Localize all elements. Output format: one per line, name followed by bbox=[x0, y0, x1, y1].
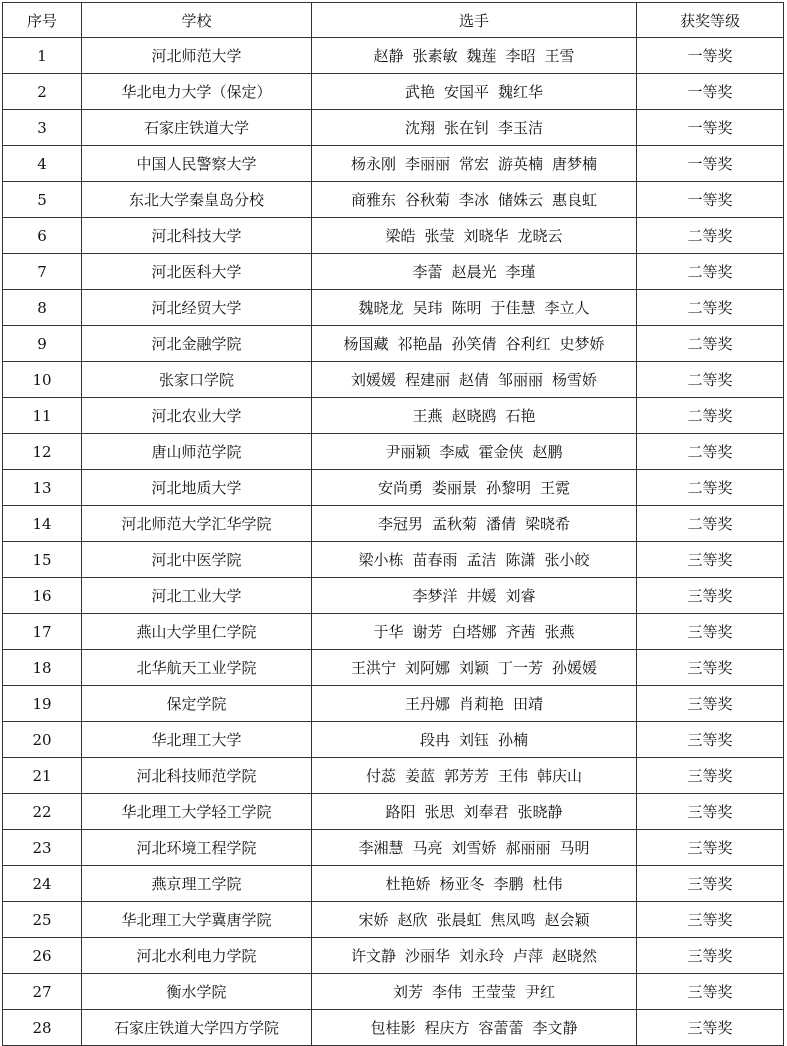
player-name: 杨亚冬 bbox=[439, 875, 485, 893]
player-name: 卢萍 bbox=[513, 947, 544, 965]
school-name: 燕京理工学院 bbox=[82, 866, 312, 902]
player-name: 商雅东 bbox=[350, 191, 396, 209]
player-name: 张小皎 bbox=[544, 551, 590, 569]
school-name: 石家庄铁道大学四方学院 bbox=[82, 1010, 312, 1046]
table-row bbox=[3, 650, 784, 686]
school-name: 华北理工大学轻工学院 bbox=[82, 794, 312, 830]
player-name: 张素敏 bbox=[412, 47, 458, 65]
award-level: 三等奖 bbox=[637, 686, 784, 722]
row-number: 2 bbox=[3, 74, 82, 110]
table-row bbox=[3, 110, 784, 146]
table-row bbox=[3, 470, 784, 506]
award-level: 三等奖 bbox=[637, 866, 784, 902]
player-name: 王洪宁 bbox=[350, 659, 396, 677]
player-name: 李威 bbox=[439, 443, 470, 461]
player-list bbox=[312, 542, 637, 578]
player-list bbox=[312, 650, 637, 686]
player-name: 李文静 bbox=[532, 1019, 578, 1037]
player-name: 李立人 bbox=[544, 299, 590, 317]
player-name: 赵欣 bbox=[397, 911, 428, 929]
row-number: 17 bbox=[3, 614, 82, 650]
player-name: 游英楠 bbox=[498, 155, 544, 173]
row-number: 7 bbox=[3, 254, 82, 290]
player-name: 刘晓华 bbox=[463, 227, 509, 245]
player-name: 孙媛媛 bbox=[552, 659, 598, 677]
award-level: 三等奖 bbox=[637, 1010, 784, 1046]
player-name: 张晨虹 bbox=[436, 911, 482, 929]
player-name: 梁小栋 bbox=[358, 551, 404, 569]
player-name: 李冰 bbox=[458, 191, 489, 209]
player-name: 杨国藏 bbox=[343, 335, 389, 353]
player-name: 肖莉艳 bbox=[458, 695, 504, 713]
player-list bbox=[312, 866, 637, 902]
player-name: 程庆方 bbox=[424, 1019, 470, 1037]
player-name: 王雪 bbox=[544, 47, 575, 65]
player-name: 刘颖 bbox=[458, 659, 489, 677]
school-name: 河北地质大学 bbox=[82, 470, 312, 506]
header-players: 选手 bbox=[312, 3, 637, 38]
player-name: 赵晨光 bbox=[451, 263, 497, 281]
player-name: 刘芳 bbox=[392, 983, 423, 1001]
player-name: 刘永玲 bbox=[458, 947, 504, 965]
player-name: 谷秋菊 bbox=[404, 191, 450, 209]
school-name: 石家庄铁道大学 bbox=[82, 110, 312, 146]
school-name: 河北科技师范学院 bbox=[82, 758, 312, 794]
table-row bbox=[3, 686, 784, 722]
row-number: 25 bbox=[3, 902, 82, 938]
player-name: 陈潇 bbox=[505, 551, 536, 569]
player-name: 孟秋菊 bbox=[431, 515, 477, 533]
row-number: 3 bbox=[3, 110, 82, 146]
player-list bbox=[312, 74, 637, 110]
player-list bbox=[312, 110, 637, 146]
award-level: 三等奖 bbox=[637, 974, 784, 1010]
player-list bbox=[312, 974, 637, 1010]
award-level: 一等奖 bbox=[637, 74, 784, 110]
table-row bbox=[3, 182, 784, 218]
player-name: 魏晓龙 bbox=[358, 299, 404, 317]
header-award: 获奖等级 bbox=[637, 3, 784, 38]
player-list bbox=[312, 254, 637, 290]
player-name: 井媛 bbox=[466, 587, 497, 605]
award-level: 一等奖 bbox=[637, 110, 784, 146]
player-name: 安国平 bbox=[443, 83, 489, 101]
player-name: 赵倩 bbox=[458, 371, 489, 389]
player-name: 路阳 bbox=[385, 803, 416, 821]
award-level: 三等奖 bbox=[637, 614, 784, 650]
award-level: 三等奖 bbox=[637, 542, 784, 578]
table-row bbox=[3, 614, 784, 650]
school-name: 燕山大学里仁学院 bbox=[82, 614, 312, 650]
player-name: 刘阿娜 bbox=[404, 659, 450, 677]
player-list bbox=[312, 938, 637, 974]
player-name: 史梦娇 bbox=[559, 335, 605, 353]
player-name: 魏红华 bbox=[498, 83, 544, 101]
player-name: 唐梦楠 bbox=[552, 155, 598, 173]
school-name: 河北科技大学 bbox=[82, 218, 312, 254]
school-name: 河北工业大学 bbox=[82, 578, 312, 614]
player-name: 谷利红 bbox=[505, 335, 551, 353]
table-row bbox=[3, 902, 784, 938]
player-name: 李玉洁 bbox=[498, 119, 544, 137]
table-row bbox=[3, 578, 784, 614]
row-number: 28 bbox=[3, 1010, 82, 1046]
school-name: 华北电力大学（保定） bbox=[82, 74, 312, 110]
row-number: 16 bbox=[3, 578, 82, 614]
player-name: 惠良虹 bbox=[552, 191, 598, 209]
row-number: 10 bbox=[3, 362, 82, 398]
player-name: 沈翔 bbox=[404, 119, 435, 137]
table-row bbox=[3, 758, 784, 794]
player-name: 孙笑倩 bbox=[451, 335, 497, 353]
player-name: 王丹娜 bbox=[404, 695, 450, 713]
player-list bbox=[312, 38, 637, 74]
player-name: 龙晓云 bbox=[517, 227, 563, 245]
award-table bbox=[2, 2, 784, 1046]
player-name: 李伟 bbox=[431, 983, 462, 1001]
row-number: 5 bbox=[3, 182, 82, 218]
player-name: 安尚勇 bbox=[377, 479, 423, 497]
player-name: 赵晓鸥 bbox=[451, 407, 497, 425]
player-list bbox=[312, 830, 637, 866]
player-name: 李丽丽 bbox=[404, 155, 450, 173]
player-list bbox=[312, 506, 637, 542]
player-name: 储姝云 bbox=[498, 191, 544, 209]
school-name: 河北经贸大学 bbox=[82, 290, 312, 326]
player-list bbox=[312, 758, 637, 794]
player-list bbox=[312, 182, 637, 218]
row-number: 20 bbox=[3, 722, 82, 758]
player-name: 刘雪娇 bbox=[451, 839, 497, 857]
player-name: 齐茜 bbox=[505, 623, 536, 641]
player-name: 姜蓝 bbox=[404, 767, 435, 785]
player-name: 丁一芳 bbox=[498, 659, 544, 677]
table-header-row bbox=[3, 3, 784, 38]
school-name: 唐山师范学院 bbox=[82, 434, 312, 470]
player-name: 孙楠 bbox=[498, 731, 529, 749]
table-row bbox=[3, 398, 784, 434]
player-name: 武艳 bbox=[404, 83, 435, 101]
player-name: 张在钊 bbox=[443, 119, 489, 137]
table-row bbox=[3, 218, 784, 254]
row-number: 9 bbox=[3, 326, 82, 362]
player-list bbox=[312, 470, 637, 506]
table-row bbox=[3, 254, 784, 290]
header-no: 序号 bbox=[3, 3, 82, 38]
player-list bbox=[312, 578, 637, 614]
school-name: 张家口学院 bbox=[82, 362, 312, 398]
player-name: 尹红 bbox=[525, 983, 556, 1001]
player-name: 马亮 bbox=[412, 839, 443, 857]
table-body bbox=[3, 38, 784, 1046]
player-name: 常宏 bbox=[458, 155, 489, 173]
player-name: 李梦洋 bbox=[412, 587, 458, 605]
row-number: 18 bbox=[3, 650, 82, 686]
player-name: 杜艳娇 bbox=[385, 875, 431, 893]
row-number: 23 bbox=[3, 830, 82, 866]
player-name: 尹丽颖 bbox=[385, 443, 431, 461]
school-name: 东北大学秦皇岛分校 bbox=[82, 182, 312, 218]
row-number: 15 bbox=[3, 542, 82, 578]
player-name: 霍金侠 bbox=[478, 443, 524, 461]
award-level: 三等奖 bbox=[637, 902, 784, 938]
player-name: 焦凤鸣 bbox=[490, 911, 536, 929]
player-name: 段冉 bbox=[419, 731, 450, 749]
player-name: 李湘慧 bbox=[358, 839, 404, 857]
player-name: 张晓静 bbox=[517, 803, 563, 821]
player-name: 赵会颖 bbox=[544, 911, 590, 929]
row-number: 14 bbox=[3, 506, 82, 542]
player-name: 田靖 bbox=[513, 695, 544, 713]
row-number: 24 bbox=[3, 866, 82, 902]
award-level: 三等奖 bbox=[637, 938, 784, 974]
row-number: 21 bbox=[3, 758, 82, 794]
school-name: 华北理工大学 bbox=[82, 722, 312, 758]
player-name: 杨永刚 bbox=[350, 155, 396, 173]
player-name: 于佳慧 bbox=[490, 299, 536, 317]
table-row bbox=[3, 434, 784, 470]
player-name: 王燕 bbox=[412, 407, 443, 425]
player-name: 王伟 bbox=[498, 767, 529, 785]
player-name: 郭芳芳 bbox=[443, 767, 489, 785]
player-list bbox=[312, 362, 637, 398]
award-level: 一等奖 bbox=[637, 38, 784, 74]
row-number: 6 bbox=[3, 218, 82, 254]
table-row bbox=[3, 866, 784, 902]
player-name: 于华 bbox=[373, 623, 404, 641]
player-name: 谢芳 bbox=[412, 623, 443, 641]
school-name: 中国人民警察大学 bbox=[82, 146, 312, 182]
table-row bbox=[3, 722, 784, 758]
award-level: 二等奖 bbox=[637, 218, 784, 254]
award-level: 二等奖 bbox=[637, 362, 784, 398]
school-name: 河北农业大学 bbox=[82, 398, 312, 434]
player-list bbox=[312, 1010, 637, 1046]
player-name: 魏莲 bbox=[466, 47, 497, 65]
player-name: 赵鹏 bbox=[532, 443, 563, 461]
row-number: 12 bbox=[3, 434, 82, 470]
table-row bbox=[3, 506, 784, 542]
award-level: 二等奖 bbox=[637, 470, 784, 506]
player-list bbox=[312, 146, 637, 182]
player-name: 李鹏 bbox=[493, 875, 524, 893]
player-name: 赵静 bbox=[373, 47, 404, 65]
player-name: 杜伟 bbox=[532, 875, 563, 893]
row-number: 13 bbox=[3, 470, 82, 506]
player-list bbox=[312, 218, 637, 254]
player-name: 张燕 bbox=[544, 623, 575, 641]
header-school: 学校 bbox=[82, 3, 312, 38]
award-level: 二等奖 bbox=[637, 326, 784, 362]
table-row bbox=[3, 794, 784, 830]
player-name: 梁皓 bbox=[385, 227, 416, 245]
player-list bbox=[312, 434, 637, 470]
player-name: 王莹莹 bbox=[471, 983, 517, 1001]
player-name: 赵晓然 bbox=[552, 947, 598, 965]
table-row bbox=[3, 290, 784, 326]
school-name: 河北中医学院 bbox=[82, 542, 312, 578]
award-level: 一等奖 bbox=[637, 182, 784, 218]
player-name: 王霓 bbox=[540, 479, 571, 497]
table-row bbox=[3, 974, 784, 1010]
player-name: 石艳 bbox=[505, 407, 536, 425]
school-name: 河北水利电力学院 bbox=[82, 938, 312, 974]
award-level: 三等奖 bbox=[637, 758, 784, 794]
row-number: 4 bbox=[3, 146, 82, 182]
school-name: 河北环境工程学院 bbox=[82, 830, 312, 866]
player-name: 刘睿 bbox=[505, 587, 536, 605]
player-name: 孙黎明 bbox=[486, 479, 532, 497]
school-name: 华北理工大学冀唐学院 bbox=[82, 902, 312, 938]
player-list bbox=[312, 686, 637, 722]
row-number: 1 bbox=[3, 38, 82, 74]
player-name: 刘媛媛 bbox=[350, 371, 396, 389]
table-row bbox=[3, 326, 784, 362]
award-level: 二等奖 bbox=[637, 434, 784, 470]
player-name: 张思 bbox=[424, 803, 455, 821]
player-name: 潘倩 bbox=[486, 515, 517, 533]
school-name: 河北金融学院 bbox=[82, 326, 312, 362]
player-name: 包桂影 bbox=[370, 1019, 416, 1037]
award-level: 一等奖 bbox=[637, 146, 784, 182]
table-row bbox=[3, 146, 784, 182]
table-row bbox=[3, 362, 784, 398]
player-name: 许文静 bbox=[350, 947, 396, 965]
award-level: 三等奖 bbox=[637, 650, 784, 686]
player-name: 李昭 bbox=[505, 47, 536, 65]
player-name: 刘奉君 bbox=[463, 803, 509, 821]
player-list bbox=[312, 722, 637, 758]
player-name: 娄丽景 bbox=[431, 479, 477, 497]
award-level: 二等奖 bbox=[637, 254, 784, 290]
player-name: 祁艳晶 bbox=[397, 335, 443, 353]
row-number: 8 bbox=[3, 290, 82, 326]
player-name: 李冠男 bbox=[377, 515, 423, 533]
player-name: 李瑾 bbox=[505, 263, 536, 281]
table-row bbox=[3, 1010, 784, 1046]
row-number: 26 bbox=[3, 938, 82, 974]
school-name: 衡水学院 bbox=[82, 974, 312, 1010]
row-number: 22 bbox=[3, 794, 82, 830]
player-name: 李蕾 bbox=[412, 263, 443, 281]
table-row bbox=[3, 542, 784, 578]
player-name: 苗春雨 bbox=[412, 551, 458, 569]
table-row bbox=[3, 830, 784, 866]
player-list bbox=[312, 794, 637, 830]
player-name: 孟洁 bbox=[466, 551, 497, 569]
school-name: 河北医科大学 bbox=[82, 254, 312, 290]
award-level: 三等奖 bbox=[637, 830, 784, 866]
row-number: 27 bbox=[3, 974, 82, 1010]
award-level: 二等奖 bbox=[637, 398, 784, 434]
player-name: 张莹 bbox=[424, 227, 455, 245]
player-name: 杨雪娇 bbox=[552, 371, 598, 389]
school-name: 河北师范大学 bbox=[82, 38, 312, 74]
award-level: 三等奖 bbox=[637, 722, 784, 758]
player-name: 郝丽丽 bbox=[505, 839, 551, 857]
player-name: 韩庆山 bbox=[537, 767, 583, 785]
player-name: 沙丽华 bbox=[404, 947, 450, 965]
player-name: 梁晓希 bbox=[525, 515, 571, 533]
player-name: 付蕊 bbox=[365, 767, 396, 785]
school-name: 北华航天工业学院 bbox=[82, 650, 312, 686]
player-name: 马明 bbox=[559, 839, 590, 857]
player-name: 邹丽丽 bbox=[498, 371, 544, 389]
player-name: 刘钰 bbox=[458, 731, 489, 749]
award-level: 三等奖 bbox=[637, 578, 784, 614]
player-name: 程建丽 bbox=[404, 371, 450, 389]
award-level: 三等奖 bbox=[637, 794, 784, 830]
player-list bbox=[312, 398, 637, 434]
award-level: 二等奖 bbox=[637, 290, 784, 326]
award-level: 二等奖 bbox=[637, 506, 784, 542]
table-row bbox=[3, 938, 784, 974]
school-name: 河北师范大学汇华学院 bbox=[82, 506, 312, 542]
player-name: 容蕾蕾 bbox=[478, 1019, 524, 1037]
player-name: 陈明 bbox=[451, 299, 482, 317]
player-list bbox=[312, 290, 637, 326]
player-name: 吴玮 bbox=[412, 299, 443, 317]
row-number: 11 bbox=[3, 398, 82, 434]
player-list bbox=[312, 902, 637, 938]
row-number: 19 bbox=[3, 686, 82, 722]
player-list bbox=[312, 614, 637, 650]
school-name: 保定学院 bbox=[82, 686, 312, 722]
player-list bbox=[312, 326, 637, 362]
player-name: 白塔娜 bbox=[451, 623, 497, 641]
table-row bbox=[3, 74, 784, 110]
table-row bbox=[3, 38, 784, 74]
player-name: 宋娇 bbox=[358, 911, 389, 929]
